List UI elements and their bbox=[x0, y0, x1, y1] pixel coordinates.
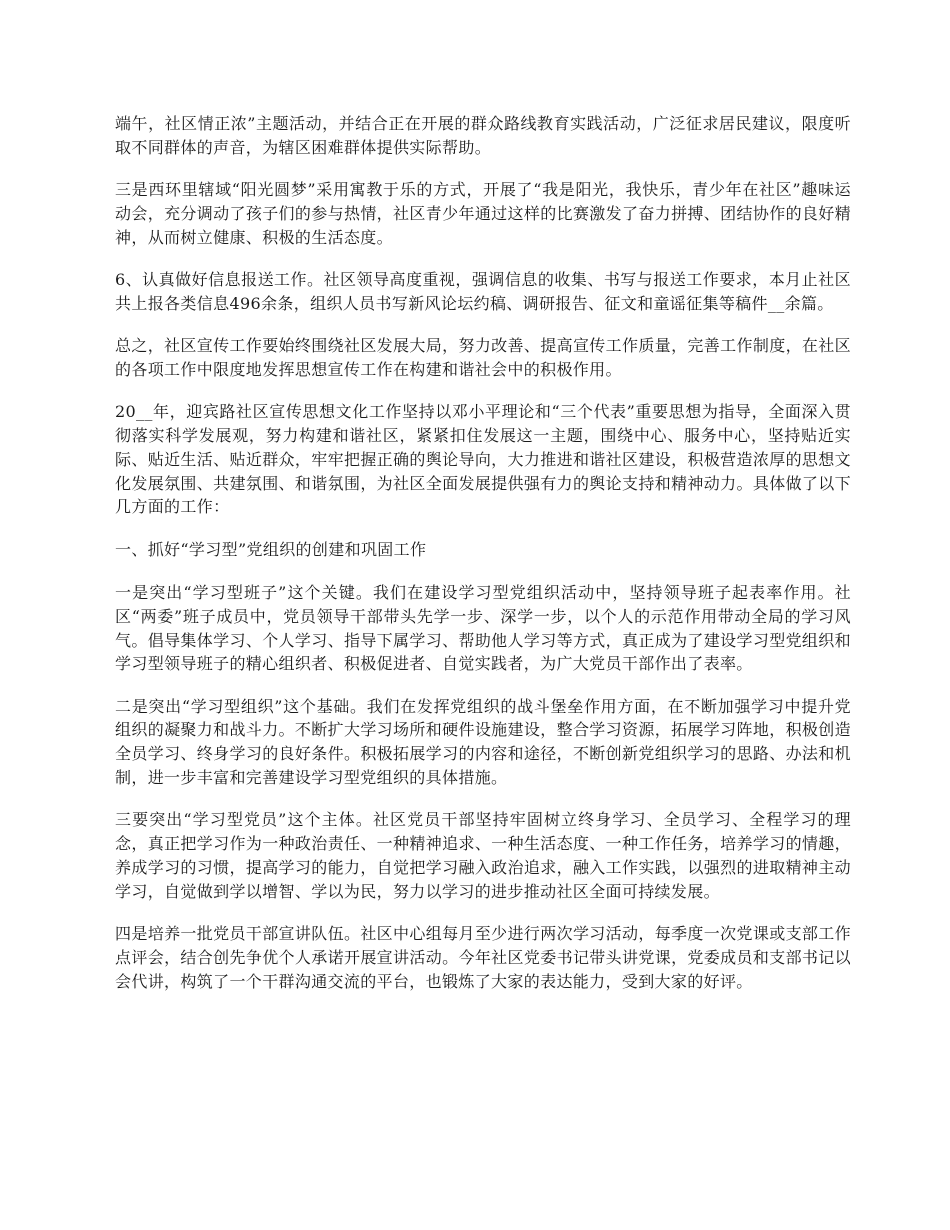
paragraph-information-reporting: 6、认真做好信息报送工作。社区领导高度重视，强调信息的收集、书写与报送工作要求，本月止社区共上报各类信息496余条，组织人员书写新风论坛约稿、调研报告、征文和童谣征集等稿件__余篇。 bbox=[115, 269, 851, 313]
document-body bbox=[115, 112, 851, 1012]
paragraph-lecture-team: 四是培养一批党员干部宣讲队伍。社区中心组每月至少进行两次学习活动，每季度一次党课或支部工作点评会，结合创先争优个人承诺开展宣讲活动。今年社区党委书记带头讲党课，党委成员和支部书记以会代讲，构筑了一个干群沟通交流的平台，也锻炼了大家的表达能力，受到大家的好评。 bbox=[115, 924, 851, 991]
paragraph-summary: 总之，社区宣传工作要始终围绕社区发展大局，努力改善、提高宣传工作质量，完善工作制度，在社区的各项工作中限度地发挥思想宣传工作在构建和谐社会中的积极作用。 bbox=[115, 336, 851, 379]
paragraph-learning-members: 三要突出“学习型党员”这个主体。社区党员干部坚持牢固树立终身学习、全员学习、全程学习的理念，真正把学习作为一种政治责任、一种精神追求、一种生活态度、一种工作任务，培养学习的情趣，养成学习的习惯，提高学习的能力，自觉把学习融入政治追求，融入工作实践，以强烈的进取精神主动学习，自觉做到学以增智、学以为民，努力以学习的进步推动社区全面可持续发展。 bbox=[115, 810, 851, 901]
paragraph-dragon-boat-activity: 端午，社区情正浓”主题活动，并结合正在开展的群众路线教育实践活动，广泛征求居民建议，限度听取不同群体的声音，为辖区困难群体提供实际帮助。 bbox=[115, 114, 851, 157]
section-heading-learning-party: 一、抓好“学习型”党组织的创建和巩固工作 bbox=[115, 539, 427, 559]
paragraph-annual-overview: 20__年，迎宾路社区宣传思想文化工作坚持以邓小平理论和“三个代表”重要思想为指导，全面深入贯彻落实科学发展观，努力构建和谐社区，紧紧扣住发展这一主题，围绕中心、服务中心，坚持贴近实际、贴近生活、贴近群众，牢牢把握正确的舆论导向，大力推进和谐社区建设，积极营造浓厚的思想文化发展氛围、共建氛围、和谐氛围，为社区全面发展提供强有力的舆论支持和精神动力。具体做了以下几方面的工作： bbox=[115, 402, 851, 517]
paragraph-learning-organization: 二是突出“学习型组织”这个基础。我们在发挥党组织的战斗堡垒作用方面，在不断加强学习中提升党组织的凝聚力和战斗力。不断扩大学习场所和硬件设施建设，整合学习资源，拓展学习阵地，积极创造全员学习、终身学习的良好条件。积极拓展学习的内容和途径，不断创新党组织学习的思路、办法和机制，进一步丰富和完善建设学习型党组织的具体措施。 bbox=[115, 696, 851, 788]
paragraph-learning-team: 一是突出“学习型班子”这个关键。我们在建设学习型党组织活动中，坚持领导班子起表率作用。社区“两委”班子成员中，党员领导干部带头先学一步、深学一步，以个人的示范作用带动全局的学习风气。倡导集体学习、个人学习、指导下属学习、帮助他人学习等方式，真正成为了建设学习型党组织和学习型领导班子的精心组织者、积极促进者、自觉实践者，为广大党员干部作出了表率。 bbox=[115, 582, 851, 674]
paragraph-sunshine-dream: 三是西环里辖域“阳光圆梦”采用寓教于乐的方式，开展了“我是阳光，我快乐，青少年在社区”趣味运动会，充分调动了孩子们的参与热情，社区青少年通过这样的比赛激发了奋力拼搏、团结协作的良好精神，从而树立健康、积极的生活态度。 bbox=[115, 180, 851, 247]
